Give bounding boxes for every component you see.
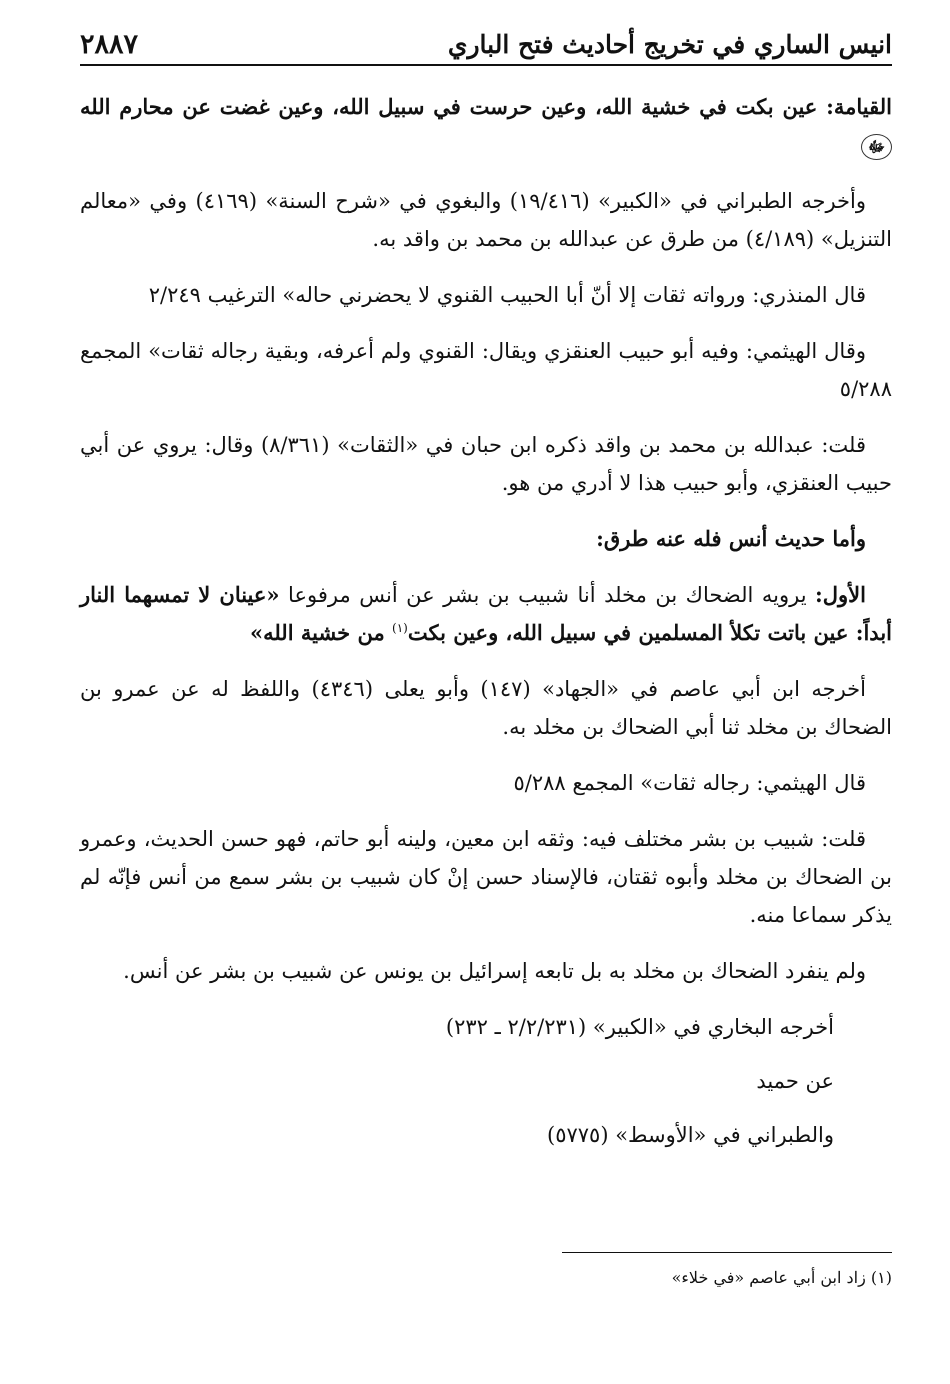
- paragraph-5: قلت: عبدالله بن محمد بن واقد ذكره ابن حبان في «الثقات» (٨/٣٦١) وقال: يروي عن أبي حبيب العنقزي، وأبو حبيب هذا لا أدري من هو.: [80, 433, 892, 495]
- paragraph-11: ولم ينفرد الضحاك بن مخلد به بل تابعه إسرائيل بن يونس عن شبيب بن بشر عن أنس.: [123, 959, 866, 983]
- document-page: [80, 0, 892, 1384]
- paragraph-1-text: القيامة: عين بكت في خشية الله، وعين حرست في سبيل الله، وعين غضت عن محارم الله: [80, 94, 892, 119]
- paragraph-13: عن حميد: [756, 1069, 834, 1093]
- paragraph-9: قال الهيثمي: رجاله ثقات» المجمع ٥/٢٨٨: [513, 771, 866, 795]
- hadith-text-end: من خشية الله»: [249, 620, 393, 645]
- paragraph-7: [80, 576, 892, 652]
- paragraph-7-text: يرويه الضحاك بن مخلد أنا شبيب بن بشر عن أنس مرفوعا: [279, 583, 816, 607]
- paragraph-2: وأخرجه الطبراني في «الكبير» (١٩/٤١٦) والبغوي في «شرح السنة» (٤١٦٩) وفي «معالم التنزيل» (٤/١٨٩) من طرق عن عبدالله بن محمد بن واقد به.: [80, 189, 892, 251]
- paragraph-10: قلت: شبيب بن بشر مختلف فيه: وثقه ابن معين، ولينه أبو حاتم، فهو حسن الحديث، وعمرو بن الضحاك بن مخلد وأبوه ثقتان، فالإسناد حسن إنْ كان شبيب بن بشر سمع من أنس فإنّه لم يذكر سماعا منه.: [80, 827, 892, 927]
- section-heading: وأما حديث أنس فله عنه طرق:: [596, 526, 866, 551]
- footnote: (١) زاد ابن أبي عاصم «في خلاء»: [671, 1268, 892, 1287]
- running-title: انيس الساري في تخريج أحاديث فتح الباري: [447, 30, 892, 59]
- paragraph-8: أخرجه ابن أبي عاصم في «الجهاد» (١٤٧) وأبو يعلى (٤٣٤٦) واللفظ له عن عمرو بن الضحاك بن مخلد ثنا أبي الضحاك بن مخلد به.: [80, 677, 892, 739]
- paragraph-12: أخرجه البخاري في «الكبير» (٢/٢/٢٣١ ـ ٢٣٢): [445, 1015, 834, 1039]
- page-number: ٢٨٨٧: [80, 29, 139, 60]
- paragraph-3: قال المنذري: ورواته ثقات إلا أنّ أبا الحبيب القنوي لا يحضرني حاله» الترغيب ٢/٢٤٩: [148, 283, 866, 307]
- page-header: [80, 28, 892, 66]
- main-text: [80, 88, 892, 1170]
- paragraph-1: [80, 88, 892, 164]
- footnote-divider: [562, 1252, 892, 1253]
- paragraph-4: وقال الهيثمي: وفيه أبو حبيب العنقزي ويقال: القنوي ولم أعرفه، وبقية رجاله ثقات» المجمع ٥/٢٨٨: [80, 339, 892, 401]
- footnote-marker[interactable]: (١): [392, 621, 408, 635]
- hadith-text: «عينان لا تمسهما النار أبداً: عين باتت تكلأ المسلمين في سبيل الله، وعين بكت: [80, 582, 892, 645]
- paragraph-14: والطبراني في «الأوسط» (٥٧٧٥): [547, 1123, 834, 1147]
- first-route-label: الأول:: [815, 582, 866, 607]
- honorific-seal-icon: ﷻ: [861, 134, 892, 160]
